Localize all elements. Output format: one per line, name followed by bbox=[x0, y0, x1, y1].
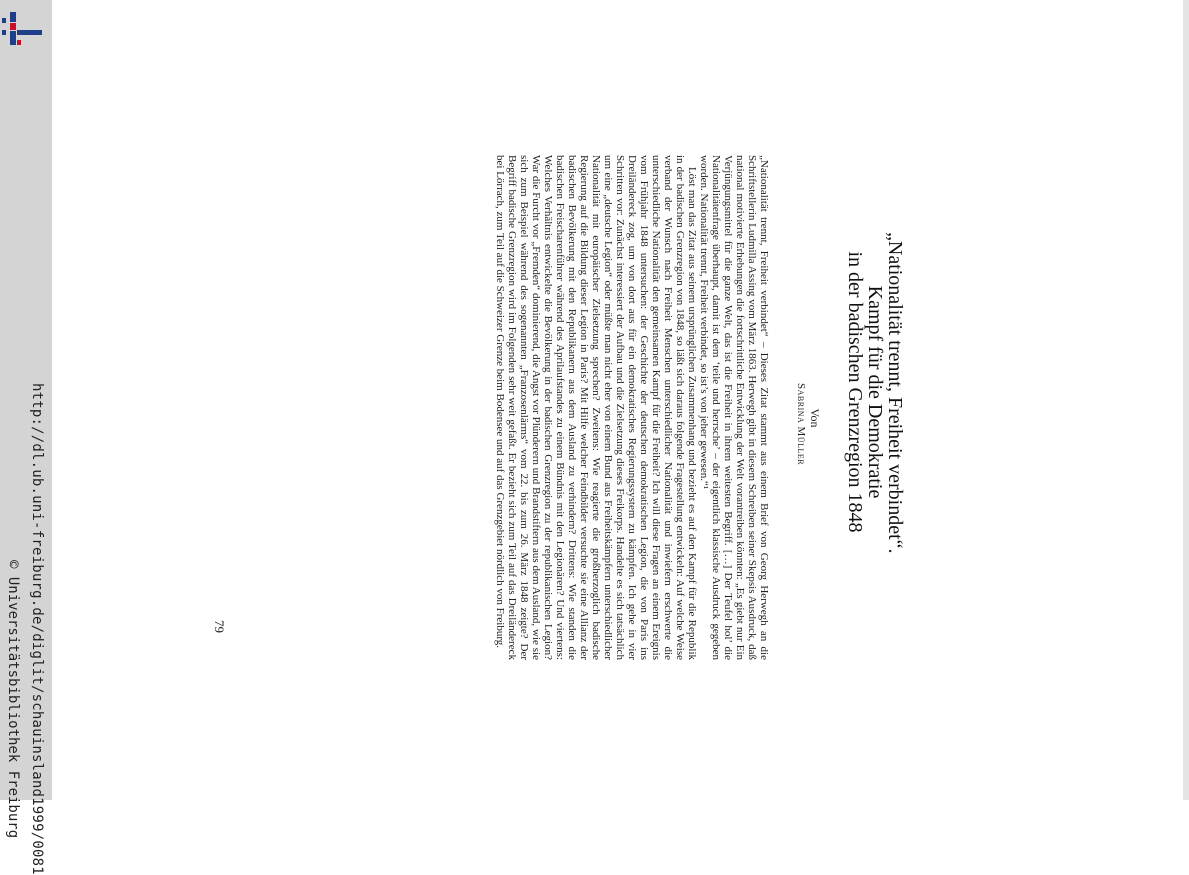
body-paragraph: „Nationalität trennt, Freiheit verbindet“ – Dieses Zitat stammt aus einem Brief von Georg Herwegh an die Schriftstellerin Ludmilla Assing vom März 1863. Herwegh gibt in diesem Schreiben seiner Skepsis Ausdruck, daß national motivierte Erhebungen die fortschrittliche Entwicklung der Welt vorantreiben könnten: „Es giebt nur Ein Verjüngungsmittel für die ganze Welt, das ist die Freiheit in ihrem weitesten Begriff. […] Der Teufel hol’ die Nationalitätenfrage überhaupt, damit ist dem ‘teile und herrsche’ – der eigentlich klassische Ausdruck gegeben worden. Nationalität trennt, Freiheit verbindet, so ist’s von jeher gewesen.“¹ bbox=[698, 155, 770, 660]
title-line: Kampf für die Demokratie bbox=[864, 285, 886, 499]
university-library-logo-icon bbox=[0, 8, 48, 52]
article-body bbox=[494, 155, 770, 660]
article-title bbox=[845, 232, 905, 552]
copyright-notice: © Universitätsbibliothek Freiburg bbox=[5, 560, 21, 839]
title-line: in der badischen Grenzregion 1848 bbox=[844, 251, 866, 533]
byline-prefix: Von bbox=[808, 408, 822, 428]
viewer-scrollbar[interactable] bbox=[1183, 0, 1189, 800]
byline bbox=[794, 383, 822, 466]
body-paragraph: Löst man das Zitat aus seinem ursprünglichen Zusammenhang und bezieht es auf den Kampf für die Republik in der badischen Grenzregion von 1848, so läßt sich daraus folgende Fragestellung entwickeln: Auf welche Weise verband der Wunsch nach Freiheit Menschen unterschiedlicher Nationalität und inwiefern erschwerte die unterschiedliche Nationalität den gemeinsamen Kampf für die Freiheit? Ich will diese Fragen an einem Ereignis vom Frühjahr 1848 untersuchen: der Geschichte der deutschen demokratischen Legion, die von Paris ins Dreiländereck zog, um von dort aus für ein demokratisches Regierungssystem zu kämpfen. Ich gehe in vier Schritten vor: Zunächst interessiert der Aufbau und die Zielsetzung dieses Freikorps. Handelte es sich tatsächlich um eine „deutsche Legion“ oder müßte man nicht eher von einem Bund aus Freiheitskämpfern unterschiedlicher Nationalität mit europäischer Zielsetzung sprechen? Zweitens: Wie reagierte die großherzoglich badische Regierung auf die Bildung dieser Legion in Paris? Mit Hilfe welcher Feindbilder versuchte sie eine Allianz der badischen Bevölkerung mit den Republikanern aus dem Ausland zu verhindern? Drittens: Wie standen die badischen Freischarenführer während des Aprilaufstandes zu einem Bündnis mit den Legionären? Und viertens: Welches Verhältnis entwickelte die Bevölkerung in der badischen Grenzregion zu der republikanischen Legion? War die Furcht vor „Fremden“ dominierend, die Angst vor Plünderern und Brandstiftern aus dem Ausland, wie sie sich zum Beispiel während des sogenannten „Franzosenlärms“ vom 22. bis zum 26. März 1848 zeigte? Der Begriff badische Grenzregion wird im Folgenden sehr weit gefaßt. Er bezieht sich zum Teil auf das Dreiländereck bei Lörrach, zum Teil auf die Schweizer Grenze beim Bodensee und auf das Grenzgebiet nördlich von Freiburg. bbox=[494, 155, 698, 660]
page-number: 79 bbox=[212, 620, 227, 633]
source-url[interactable]: http://dl.ub.uni-freiburg.de/diglit/schauinsland1999/0081 bbox=[29, 383, 45, 875]
title-line: „Nationalität trennt, Freiheit verbindet“. bbox=[884, 232, 906, 554]
author-name: Sabrina Müller bbox=[795, 383, 807, 466]
